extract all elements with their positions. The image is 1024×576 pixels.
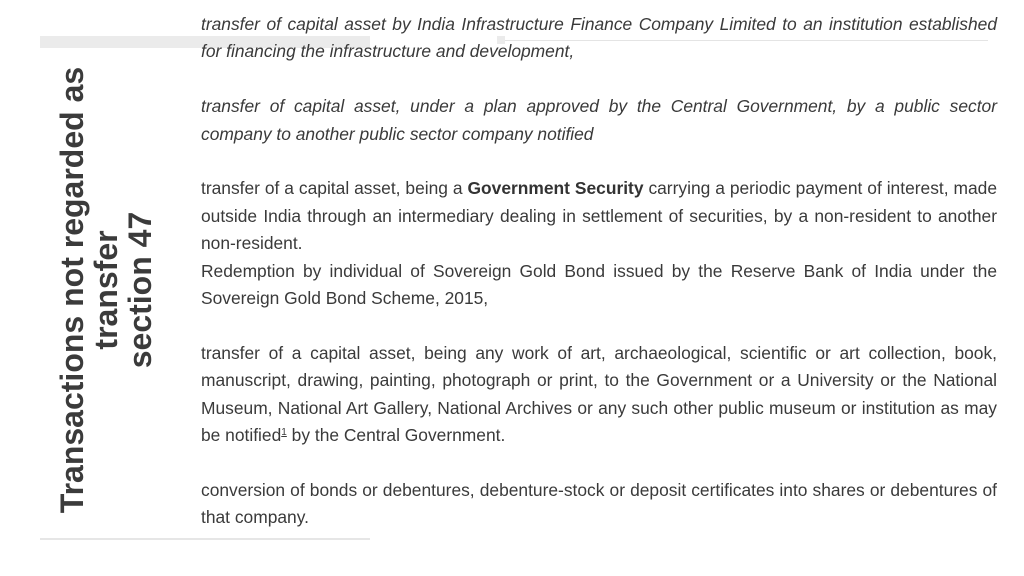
- paragraph-work-of-art: [201, 340, 997, 450]
- paragraph-government-security: [201, 175, 997, 257]
- paragraph-government-security-text-2: carrying a periodic payment of interest, made outside India through an intermediary dealing in settlement of securities, by a non-resident to another non-resident.: [201, 178, 997, 254]
- slide-title-line-2: transfer: [88, 230, 124, 350]
- government-security-term: Government Security: [467, 178, 644, 199]
- footnote-link[interactable]: 1: [281, 427, 287, 439]
- paragraph-work-of-art-text-1: transfer of a capital asset, being any work of art, archaeological, scientific or art collection, book, manuscript, drawing, painting, photograph or print, to the Government or a University or the National Museum, National Art Gallery, National Archives or any such other public museum or institution as may be notified: [201, 342, 997, 446]
- paragraph-psu-transfer: transfer of capital asset, under a plan approved by the Central Government, by a public sector company to another public sector company notified: [201, 96, 997, 144]
- paragraph-sovereign-gold-bond: Redemption by individual of Sovereign Gold Bond issued by the Reserve Bank of India under the Sovereign Gold Bond Scheme, 2015,: [201, 260, 997, 309]
- paragraph-government-security-text-1: transfer of a capital asset, being a: [201, 178, 468, 199]
- slide-content: [201, 11, 997, 532]
- slide-title-line-3: section 47: [122, 211, 158, 369]
- paragraph-work-of-art-text-2: by the Central Government.: [286, 425, 506, 446]
- paragraph-bond-conversion: conversion of bonds or debentures, debenture-stock or deposit certificates into shares or debentures of that company.: [201, 479, 997, 528]
- slide-title: [55, 30, 157, 550]
- slide-title-line-1: Transactions not regarded as: [54, 66, 90, 514]
- paragraph-iifcl-transfer: transfer of capital asset by India Infrastructure Finance Company Limited to an institution established for financing the infrastructure and development,: [201, 14, 997, 62]
